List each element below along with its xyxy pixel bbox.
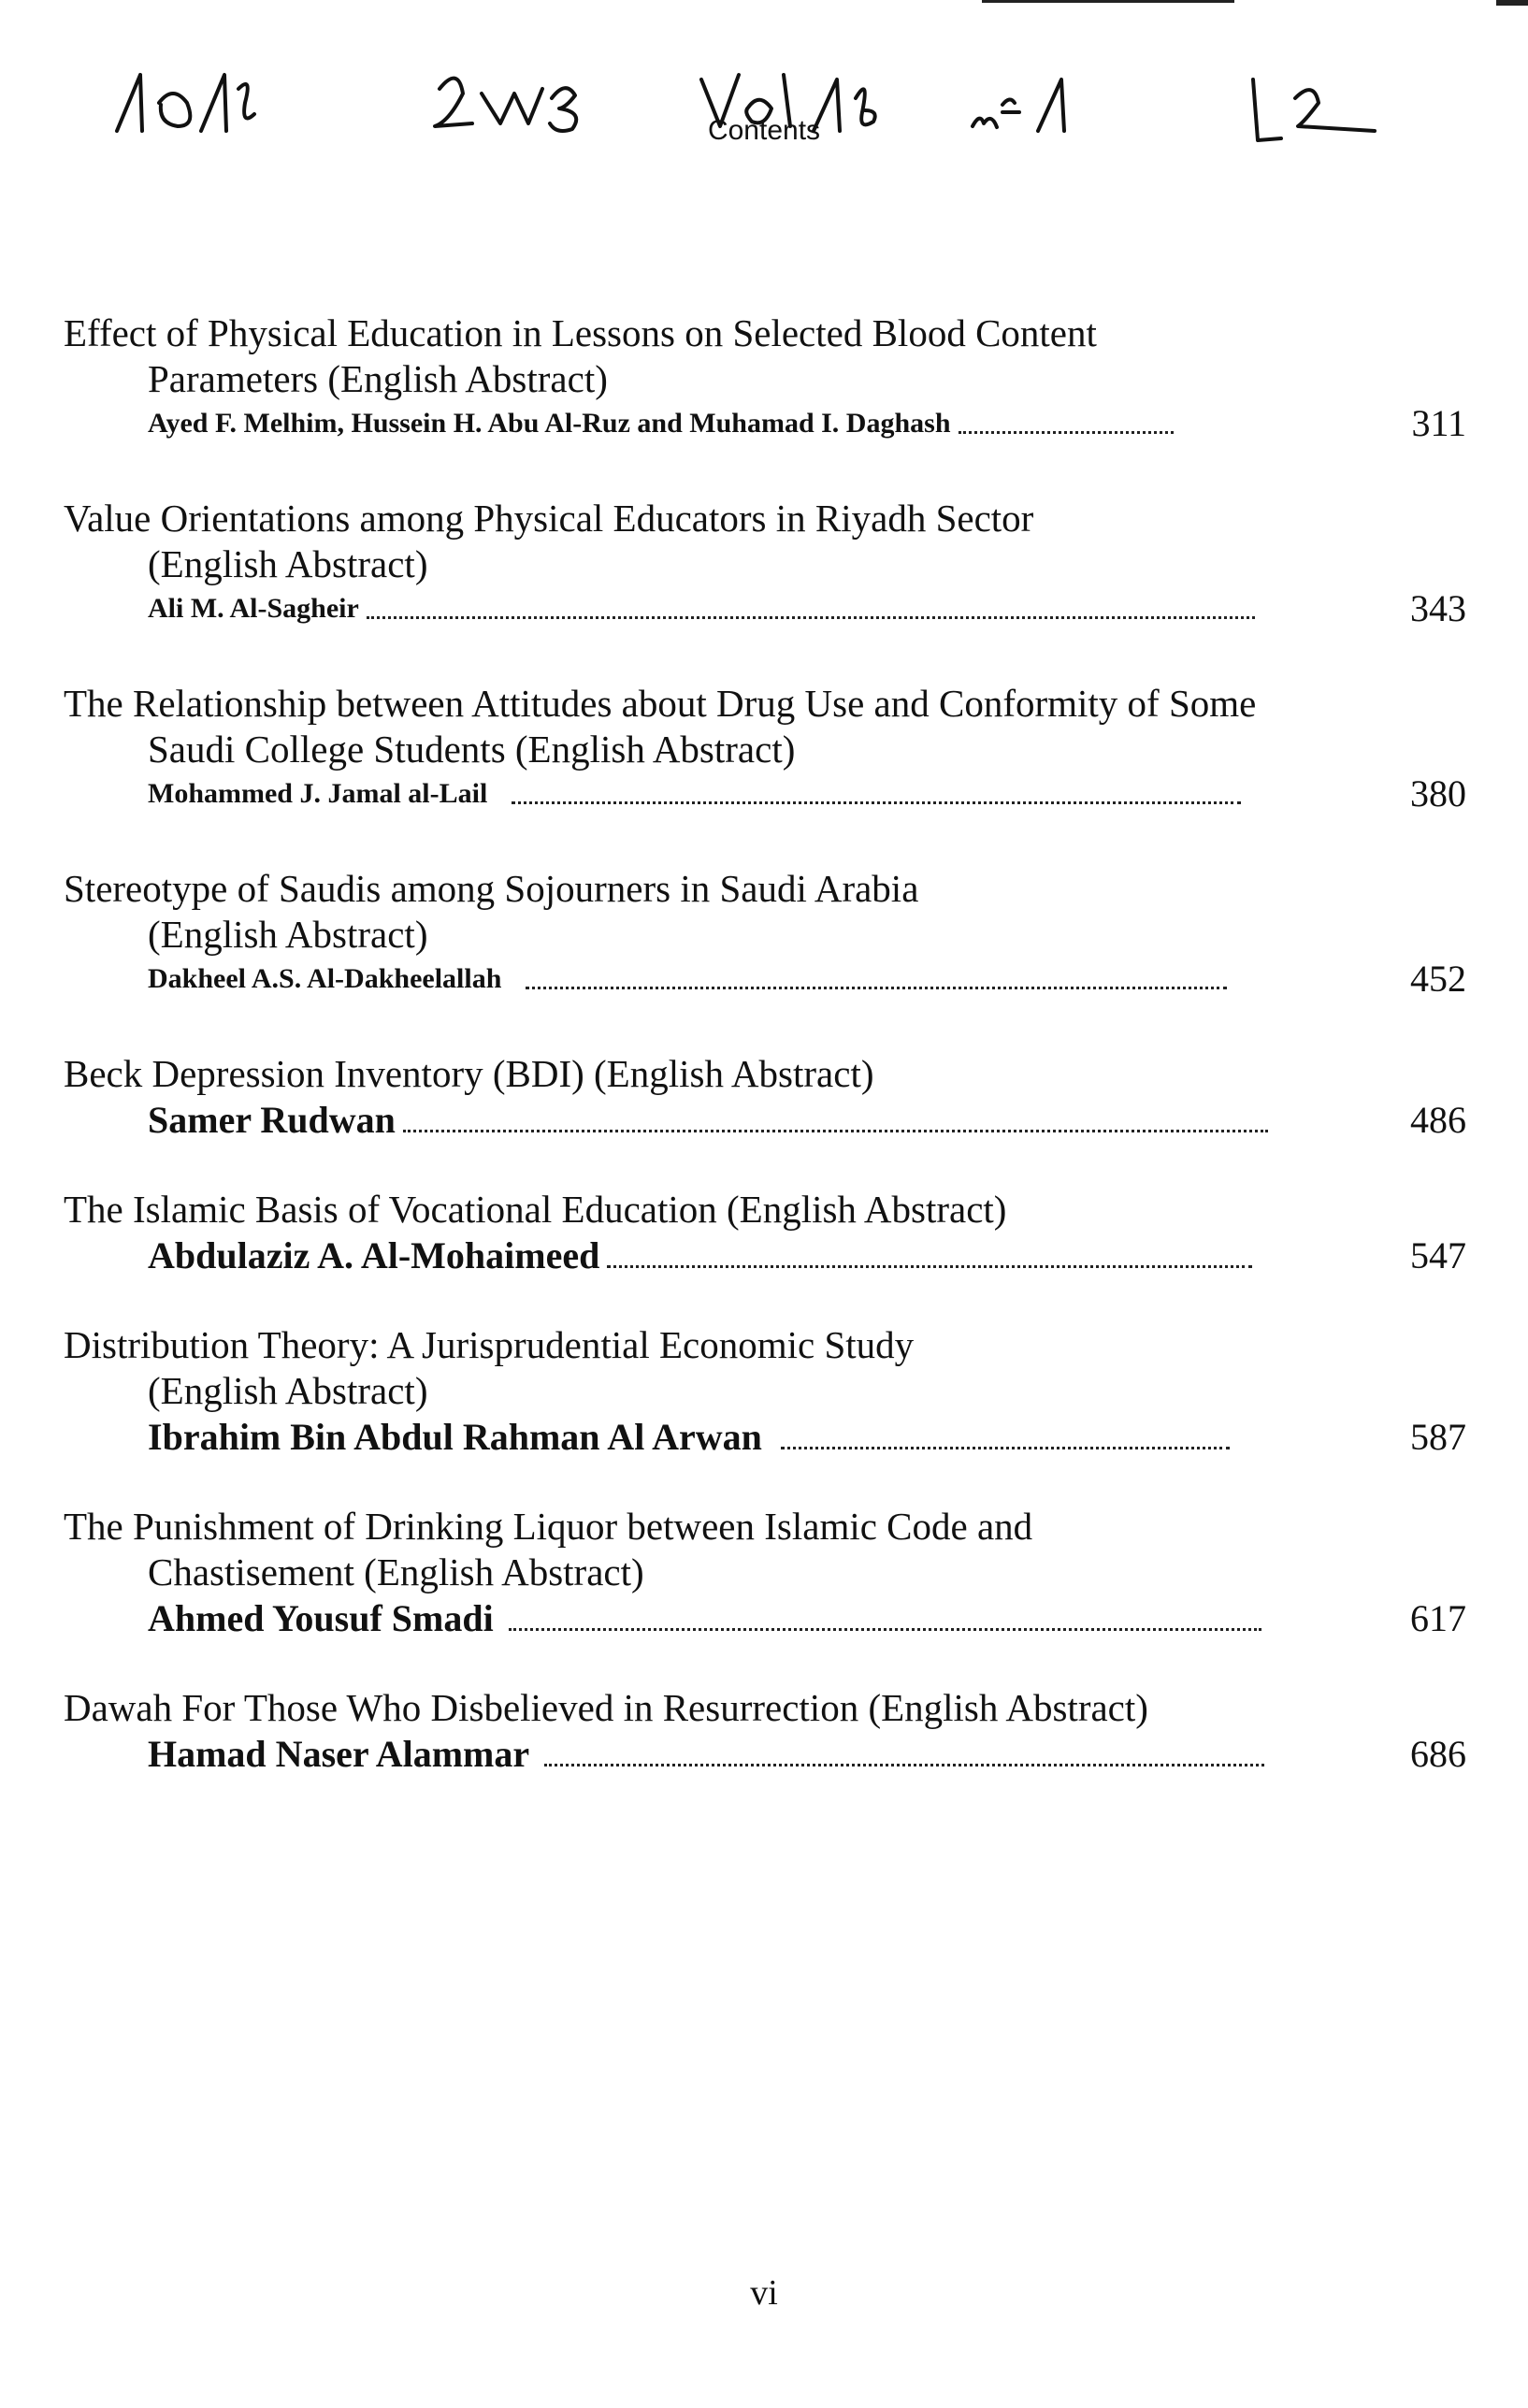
entry-page-number: 486 [1410, 1099, 1466, 1141]
entry-page-number: 311 [1411, 402, 1466, 444]
dot-leader [512, 801, 1241, 804]
entry-author-row [64, 772, 1466, 815]
entry-authors: Abdulaziz A. Al-Mohaimeed [148, 1234, 600, 1276]
entry-title-line: Beck Depression Inventory (BDI) (English Abstract) [64, 1052, 874, 1095]
toc-entry [64, 1051, 1466, 1144]
entry-title-line: Value Orientations among Physical Educators in Riyadh Sector [64, 497, 1034, 540]
entry-author-row [64, 958, 1466, 1001]
footer-page-number: vi [750, 2273, 778, 2313]
entry-author-row [64, 1097, 1466, 1144]
entry-title-line: Saudi College Students (English Abstract) [148, 728, 796, 771]
dot-leader [367, 616, 1255, 619]
dot-leader [959, 431, 1174, 434]
scan-corner-mark [1496, 0, 1528, 6]
dot-leader [781, 1447, 1230, 1449]
entry-page-number: 452 [1410, 958, 1466, 1000]
toc-entry [64, 1187, 1466, 1279]
entry-title-line: The Punishment of Drinking Liquor between Islamic Code and [64, 1505, 1033, 1548]
entry-authors: Dakheel A.S. Al-Dakheelallah [148, 963, 502, 994]
entry-title-line: (English Abstract) [148, 542, 428, 585]
entry-authors: Mohammed J. Jamal al-Lail [148, 778, 488, 809]
entry-title-line: The Relationship between Attitudes about Drug Use and Conformity of Some [64, 682, 1257, 725]
entry-page-number: 587 [1410, 1416, 1466, 1458]
entry-authors: Samer Rudwan [148, 1099, 396, 1141]
entry-author-row [64, 1595, 1466, 1642]
toc-entry [64, 310, 1466, 445]
entry-title-line: Distribution Theory: A Jurisprudential Economic Study [64, 1323, 915, 1366]
handwritten-note-drawing [0, 37, 1528, 168]
entry-title-line: Effect of Physical Education in Lessons on Selected Blood Content [64, 311, 1097, 354]
entry-title-line: Chastisement (English Abstract) [148, 1550, 644, 1593]
entry-author-row [64, 587, 1466, 630]
toc-entry [64, 496, 1466, 630]
entry-author-row [64, 1233, 1466, 1279]
toc-entry [64, 1504, 1466, 1642]
dot-leader [544, 1764, 1264, 1766]
entry-authors: Ayed F. Melhim, Hussein H. Abu Al-Ruz and Muhamad I. Daghash [148, 408, 951, 439]
dot-leader [403, 1130, 1268, 1132]
entry-authors: Ahmed Yousuf Smadi [148, 1597, 494, 1639]
entry-author-row [64, 402, 1466, 445]
entry-authors: Ibrahim Bin Abdul Rahman Al Arwan [148, 1416, 762, 1458]
entry-authors: Hamad Naser Alammar [148, 1733, 530, 1775]
contents-heading: Contents [707, 115, 821, 146]
entry-title-line: Stereotype of Saudis among Sojourners in Saudi Arabia [64, 867, 919, 910]
toc-entry [64, 866, 1466, 1001]
entry-title-line: The Islamic Basis of Vocational Education (English Abstract) [64, 1188, 1007, 1231]
entry-title-line: (English Abstract) [148, 913, 428, 956]
entry-page-number: 617 [1410, 1597, 1466, 1639]
entry-page-number: 547 [1410, 1234, 1466, 1276]
dot-leader [526, 987, 1227, 989]
entry-title-line: (English Abstract) [148, 1369, 428, 1412]
toc-entry [64, 1322, 1466, 1461]
entry-author-row [64, 1731, 1466, 1778]
dot-leader [607, 1265, 1252, 1268]
table-of-contents [64, 310, 1466, 1778]
toc-entry [64, 1685, 1466, 1778]
entry-author-row [64, 1414, 1466, 1461]
entry-title-line: Parameters (English Abstract) [148, 357, 608, 400]
entry-page-number: 343 [1410, 587, 1466, 629]
handwritten-note [0, 37, 1528, 168]
entry-authors: Ali M. Al-Sagheir [148, 593, 359, 624]
toc-entry [64, 681, 1466, 815]
scan-line-top [982, 0, 1234, 3]
entry-page-number: 380 [1410, 772, 1466, 815]
entry-page-number: 686 [1410, 1733, 1466, 1775]
dot-leader [509, 1628, 1261, 1631]
entry-title-line: Dawah For Those Who Disbelieved in Resurrection (English Abstract) [64, 1686, 1148, 1729]
